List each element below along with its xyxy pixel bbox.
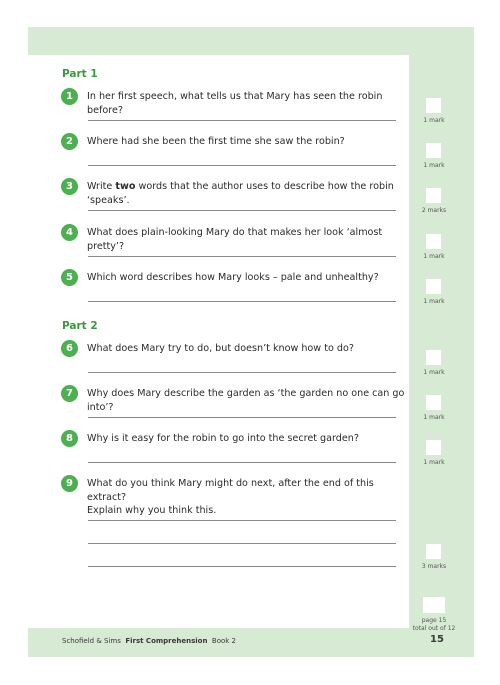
question-text: Why does Mary describe the garden as ‘the garden no one can go into’? — [87, 388, 405, 413]
answer-line[interactable] — [88, 120, 396, 121]
part-1-heading: Part 1 — [62, 68, 98, 80]
answer-line[interactable] — [88, 417, 396, 418]
mark-box[interactable] — [426, 440, 441, 455]
answer-line[interactable] — [88, 462, 396, 463]
question-number-badge: 5 — [61, 269, 78, 286]
mark-box[interactable] — [426, 395, 441, 410]
question-text: What does plain-looking Mary do that makes her look ‘almost pretty’? — [87, 227, 383, 252]
mark-box[interactable] — [426, 350, 441, 365]
question-text: Why is it easy for the robin to go into the secret garden? — [87, 433, 359, 444]
question-number-badge: 9 — [61, 475, 78, 492]
mark-box[interactable] — [426, 188, 441, 203]
question-number-badge: 7 — [61, 385, 78, 402]
marks-label: 1 mark — [423, 414, 445, 421]
mark-box[interactable] — [426, 544, 441, 559]
question-number-badge: 2 — [61, 133, 78, 150]
header-band — [28, 27, 474, 55]
mark-box[interactable] — [426, 234, 441, 249]
marks-label: 2 marks — [421, 207, 447, 214]
question-text: Where had she been the first time she saw the robin? — [87, 136, 345, 147]
question-number-badge: 8 — [61, 430, 78, 447]
marks-label: 1 mark — [423, 162, 445, 169]
question-text: What do you think Mary might do next, after the end of this extract? Explain why you think this. — [87, 478, 374, 516]
question-number-badge: 1 — [61, 88, 78, 105]
answer-line[interactable] — [88, 256, 396, 257]
question-number-badge: 4 — [61, 224, 78, 241]
marks-label: 1 mark — [423, 459, 445, 466]
question-number-badge: 3 — [61, 178, 78, 195]
answer-line[interactable] — [88, 566, 396, 567]
question-text: Which word describes how Mary looks – pale and unhealthy? — [87, 272, 379, 283]
mark-box[interactable] — [426, 98, 441, 113]
marks-label: 3 marks — [421, 563, 447, 570]
total-score-box[interactable] — [423, 597, 445, 613]
mark-box[interactable] — [426, 279, 441, 294]
marks-label: 1 mark — [423, 117, 445, 124]
footer-credit: Schofield & Sims First Comprehension Book 2 — [62, 637, 237, 645]
part-2-heading: Part 2 — [62, 320, 98, 332]
answer-line[interactable] — [88, 543, 396, 544]
answer-line[interactable] — [88, 210, 396, 211]
question-text: Write two words that the author uses to describe how the robin ‘speaks’. — [87, 181, 394, 206]
question-text: In her first speech, what tells us that Mary has seen the robin before? — [87, 91, 383, 116]
mark-box[interactable] — [426, 143, 441, 158]
marks-label: 1 mark — [423, 298, 445, 305]
answer-line[interactable] — [88, 165, 396, 166]
question-text: What does Mary try to do, but doesn’t know how to do? — [87, 343, 354, 354]
total-label: page 15 total out of 12 — [412, 617, 456, 632]
page-number: 15 — [430, 634, 444, 645]
answer-line[interactable] — [88, 520, 396, 521]
question-number-badge: 6 — [61, 340, 78, 357]
answer-line[interactable] — [88, 301, 396, 302]
marks-label: 1 mark — [423, 369, 445, 376]
marks-label: 1 mark — [423, 253, 445, 260]
answer-line[interactable] — [88, 372, 396, 373]
